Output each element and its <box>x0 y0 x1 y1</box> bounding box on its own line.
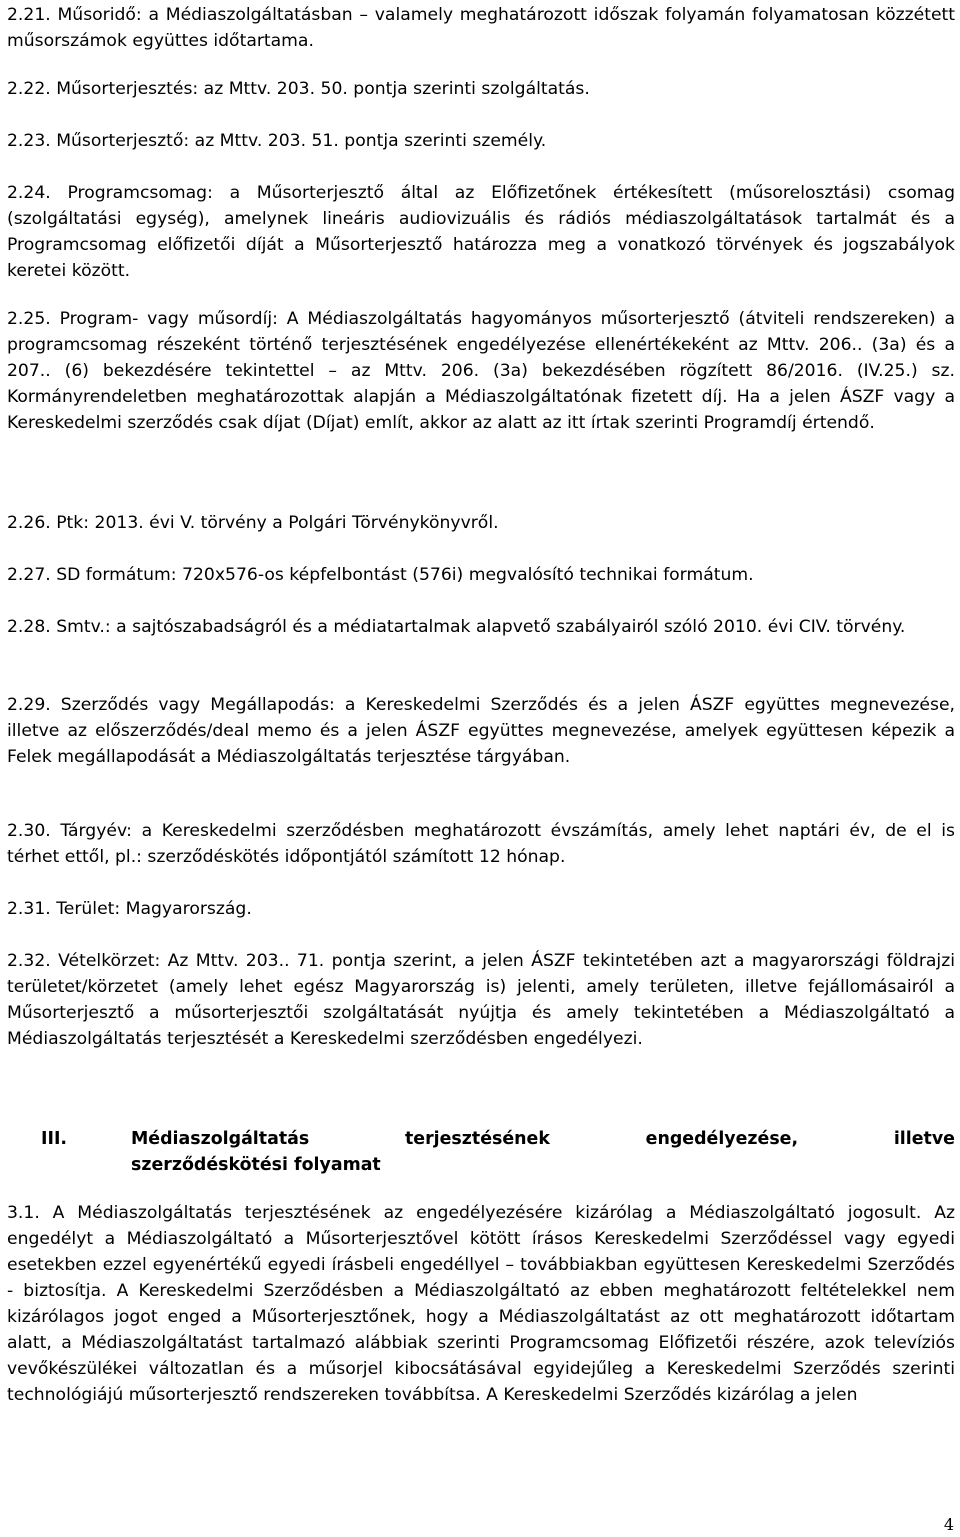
section-title-word: illetve <box>893 1129 955 1149</box>
definition-2-24: 2.24. Programcsomag: a Műsorterjesztő által az Előfizetőnek értékesített (műsorelosztási) csomag (szolgáltatási egység), amelynek lineáris audiovizuális és rádiós médiaszolgáltatások tartalmát és a Programcsomag előfizetői díját a Műsorterjesztő határozza meg a vonatkozó törvények és jogszabályok keretei között. <box>7 183 955 281</box>
definition-2-26: 2.26. Ptk: 2013. évi V. törvény a Polgári Törvénykönyvről. <box>7 513 499 533</box>
section-title-word: engedélyezése, <box>645 1129 799 1149</box>
section-title-line2: szerződéskötési folyamat <box>131 1155 381 1175</box>
page-number: 4 <box>943 1515 954 1534</box>
section-title-word: terjesztésének <box>404 1129 550 1149</box>
definition-2-31: 2.31. Terület: Magyarország. <box>7 899 252 919</box>
definition-2-32: 2.32. Vételkörzet: Az Mttv. 203.. 71. pontja szerint, a jelen ÁSZF tekintetében azt a magyarországi földrajzi területet/körzetet (amely lehet egész Magyarország is) jelenti, amely területen, illetve fejállomásairól a Műsorterjesztő a műsorterjesztői szolgáltatását nyújtja és amely tekintetében a Médiaszolgáltató a Médiaszolgáltatás terjesztését a Kereskedelmi szerződésben engedélyezi. <box>7 951 955 1049</box>
definition-2-30: 2.30. Tárgyév: a Kereskedelmi szerződésben meghatározott évszámítás, amely lehet naptári év, de el is térhet ettől, pl.: szerződéskötés időpontjától számított 12 hónap. <box>7 821 955 867</box>
section-title-line1 <box>131 1126 955 1152</box>
section-number: III. <box>41 1129 68 1149</box>
definition-2-29: 2.29. Szerződés vagy Megállapodás: a Kereskedelmi Szerződés és a jelen ÁSZF együttes megnevezése, illetve az előszerződés/deal memo és a jelen ÁSZF együttes megnevezése, amelyek együttesen képezik a Felek megállapodását a Médiaszolgáltatás terjesztése tárgyában. <box>7 695 955 767</box>
section-title-word: Médiaszolgáltatás <box>131 1129 310 1149</box>
definition-2-27: 2.27. SD formátum: 720x576-os képfelbontást (576i) megvalósító technikai formátum. <box>7 565 754 585</box>
section-title <box>131 1126 955 1178</box>
definition-2-25: 2.25. Program- vagy műsordíj: A Médiaszolgáltatás hagyományos műsorterjesztő (átviteli rendszereken) a programcsomag részeként történő terjesztésének engedélyezése ellenértékeként az Mttv. 206.. (3a) és a 207.. (6) bekezdésére tekintettel – az Mttv. 206. (3a) bekezdésében rögzített 86/2016. (IV.25.) sz. Kormányrendeletben meghatározottak alapján a Médiaszolgáltatónak fizetett díj. Ha a jelen ÁSZF vagy a Kereskedelmi szerződés csak díjat (Díjat) említ, akkor az alatt az itt írtak szerinti Programdíj értendő. <box>7 309 955 433</box>
definition-2-21: 2.21. Műsoridő: a Médiaszolgáltatásban – valamely meghatározott időszak folyamán folyamatosan közzétett műsorszámok együttes időtartama. <box>7 5 955 51</box>
definition-2-22: 2.22. Műsorterjesztés: az Mttv. 203. 50. pontja szerinti szolgáltatás. <box>7 79 590 99</box>
section-heading <box>7 1126 955 1178</box>
definition-2-23: 2.23. Műsorterjesztő: az Mttv. 203. 51. pontja szerinti személy. <box>7 131 547 151</box>
definition-2-28: 2.28. Smtv.: a sajtószabadságról és a médiatartalmak alapvető szabályairól szóló 2010. évi CIV. törvény. <box>7 617 906 637</box>
paragraph-3-1: 3.1. A Médiaszolgáltatás terjesztésének az engedélyezésére kizárólag a Médiaszolgáltató jogosult. Az engedélyt a Médiaszolgáltató a Műsorterjesztővel kötött írásos Kereskedelmi Szerződéssel vagy egyedi esetekben ezzel egyenértékű egyedi írásbeli engedéllyel – továbbiakban együttesen Kereskedelmi Szerződés - biztosítja. A Kereskedelmi Szerződésben a Médiaszolgáltató az ebben meghatározott feltételekkel nem kizárólagos jogot enged a Műsorterjesztőnek, hogy a Médiaszolgáltatást az ott meghatározott időtartam alatt, a Médiaszolgáltatást tartalmazó alábbiak szerinti Programcsomag Előfizetői részére, azok televíziós vevőkészülékei változatlan és a műsorjel kibocsátásával egyidejűleg a Kereskedelmi Szerződés szerinti technológiájú műsorterjesztő rendszereken továbbítsa. A Kereskedelmi Szerződés kizárólag a jelen <box>7 1203 955 1405</box>
